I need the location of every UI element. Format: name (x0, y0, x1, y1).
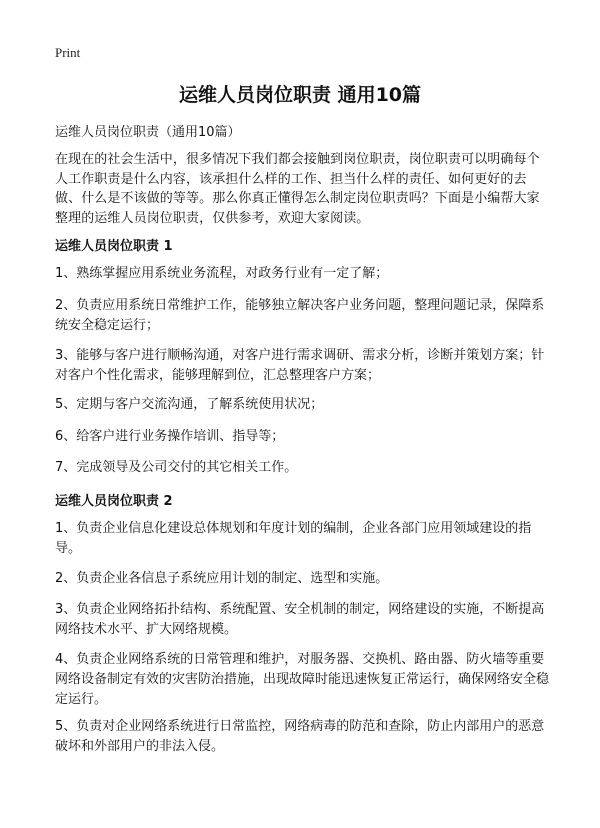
list-item: 6、给客户进行业务操作培训、指导等； (55, 429, 285, 444)
list-item: 3、负责企业网络拓扑结构、系统配置、安全机制的制定，网络建设的实施，不断提高网络技术水平、扩大网络规模。 (55, 602, 545, 637)
section-heading: 运维人员岗位职责 1 (55, 239, 173, 254)
list-item: 5、负责对企业网络系统进行日常监控，网络病毒的防范和查除，防止内部用户的恶意破坏和外部用户的非法入侵。 (55, 719, 545, 754)
document-title: 运维人员岗位职责 通用10篇 (178, 84, 422, 106)
list-item: 7、完成领导及公司交付的其它相关工作。 (55, 460, 298, 475)
document-subtitle: 运维人员岗位职责（通用10篇） (55, 125, 241, 140)
list-item: 3、能够与客户进行顺畅沟通，对客户进行需求调研、需求分析，诊断并策划方案；针对客户个性化需求，能够理解到位，汇总整理客户方案； (55, 348, 545, 383)
section-heading: 运维人员岗位职责 2 (55, 494, 173, 509)
list-item: 4、负责企业网络系统的日常管理和维护，对服务器、交换机、路由器、防火墙等重要网络设备制定有效的灾害防治措施，出现故障时能迅速恢复正常运行，确保网络安全稳定运行。 (55, 652, 550, 707)
list-item: 1、负责企业信息化建设总体规划和年度计划的编制，企业各部门应用领域建设的指导。 (55, 521, 532, 556)
list-item: 2、负责企业各信息子系统应用计划的制定、选型和实施。 (55, 571, 389, 586)
list-item: 2、负责应用系统日常维护工作，能够独立解决客户业务问题，整理问题记录，保障系统安全稳定运行； (55, 298, 545, 333)
print-label: Print (55, 45, 81, 60)
list-item: 5、定期与客户交流沟通，了解系统使用状况； (55, 397, 324, 412)
list-item: 1、熟练掌握应用系统业务流程，对政务行业有一定了解； (55, 266, 389, 281)
intro-paragraph: 在现在的社会生活中，很多情况下我们都会接触到岗位职责，岗位职责可以明确每个人工作职责是什么内容，该承担什么样的工作、担当什么样的责任、如何更好的去做、什么是不该做的等等。那么你真正懂得怎么制定岗位职责吗？下面是小编帮大家整理的运维人员岗位职责，仅供参考，欢迎大家阅读。 (55, 152, 540, 226)
